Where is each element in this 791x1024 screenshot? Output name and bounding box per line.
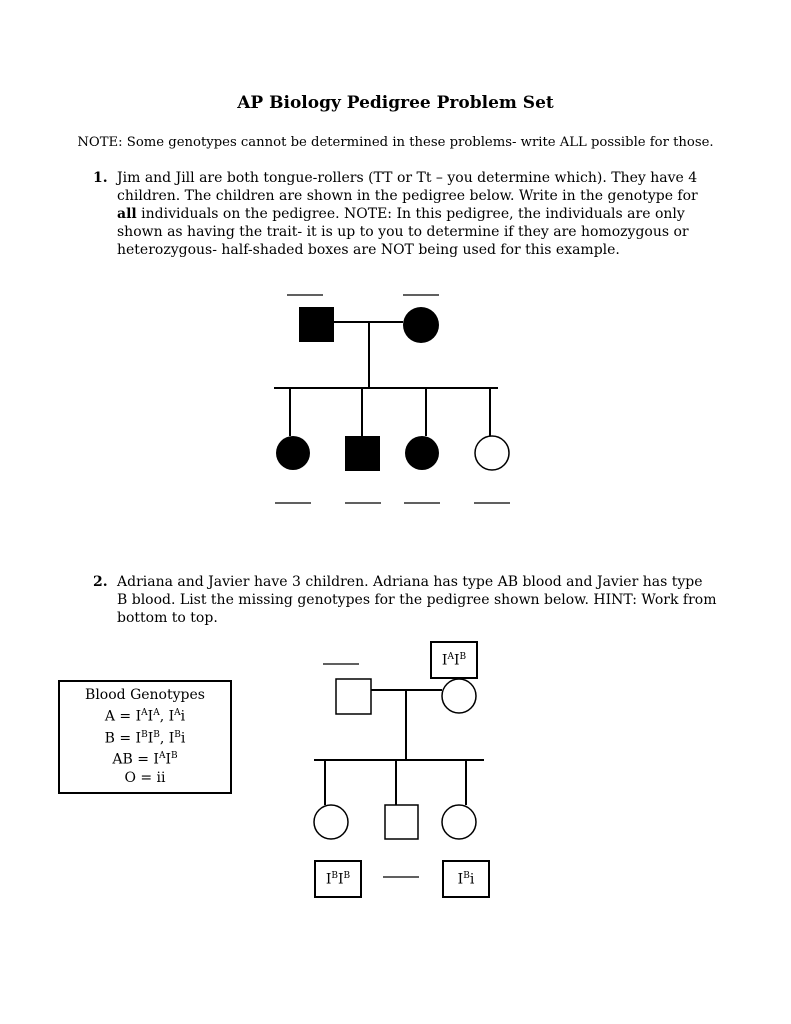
note-text: NOTE: Some genotypes cannot be determined in these problems- write ALL possible for those. [77,135,714,150]
mother-affected-circle [403,307,439,343]
child-1-affected-circle [276,436,310,470]
daughter-1-genotype-box [314,860,362,898]
adriana-circle [442,679,476,713]
daughter-2-genotype-box [442,860,490,898]
daughter-2-genotype: $I^Bi$ [457,870,475,888]
javier-square [336,679,371,714]
legend-type-ab: AB = $I^AI^B$ [112,751,178,768]
son-square [385,805,418,839]
question-1-bold-all: all [117,206,137,222]
page-title: AP Biology Pedigree Problem Set [237,93,554,113]
adriana-genotype-box [430,641,478,679]
question-1-number: 1. [93,170,108,186]
legend-type-o: O = ii [124,769,166,786]
legend-type-a: $A = I^AI^A$, $I^Ai$ [104,708,186,725]
pedigree-1 [274,295,510,503]
legend-title: Blood Genotypes [85,687,205,703]
child-3-affected-circle [405,436,439,470]
adriana-genotype: $I^AI^B$ [441,651,467,669]
question-2-number: 2. [93,574,108,590]
legend-type-b: $B = I^BI^B$, $I^Bi$ [104,729,186,747]
pedigree-2 [314,664,484,877]
daughter-2-circle [442,805,476,839]
question-2-text: Adriana and Javier have 3 children. Adriana has type AB blood and Javier has type B blood. List the missing genotypes for the pedigree shown below. HINT: Work from bottom to top. [117,574,717,626]
blood-genotypes-legend [58,680,232,794]
daughter-1-circle [314,805,348,839]
question-1-text-part2: individuals on the pedigree. NOTE: In this pedigree, the individuals are only shown as having the trait- it is up to you to determine if they are homozygous or heterozygous- half-shaded boxes are NOT being used for this example. [117,206,689,258]
child-2-affected-square [345,436,380,471]
child-4-unaffected-circle [475,436,509,470]
father-affected-square [299,307,334,342]
daughter-1-genotype: $I^BI^B$ [325,870,351,888]
question-1-text-part1: Jim and Jill are both tongue-rollers (TT or Tt – you determine which). They have 4 children. The children are shown in the pedigree below. Write in the genotype for [117,170,698,204]
